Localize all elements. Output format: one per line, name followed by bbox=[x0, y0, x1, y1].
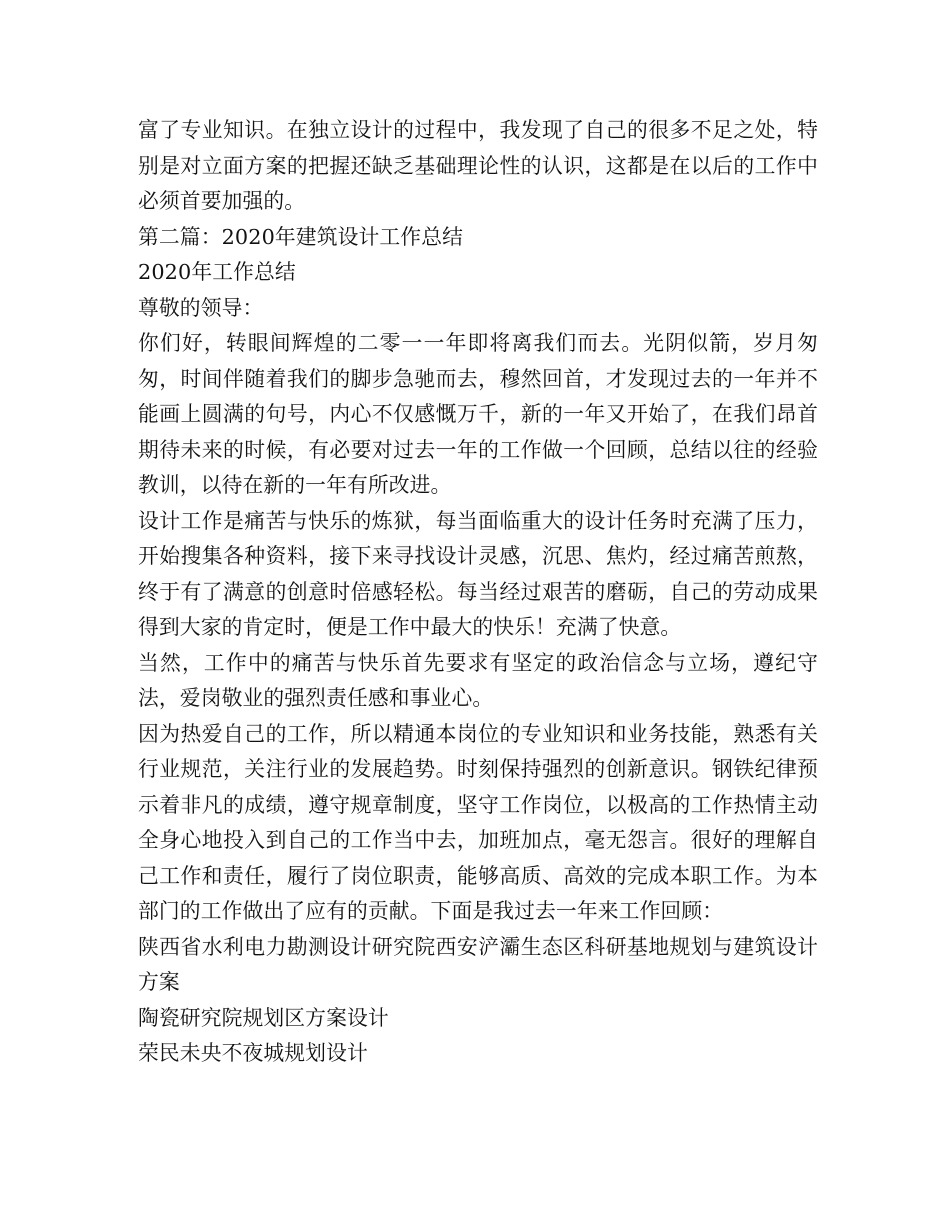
project-item: 荣民未央不夜城规划设计 bbox=[138, 1041, 368, 1065]
paragraph-continuation: 富了专业知识。在独立设计的过程中，我发现了自己的很多不足之处，特别是对立面方案的把握还缺乏基础理论性的认识，这都是在以后的工作中必须首要加强的。 bbox=[138, 118, 818, 213]
summary-title: 2020年工作总结 bbox=[138, 260, 296, 284]
paragraph-principles: 当然，工作中的痛苦与快乐首先要求有坚定的政治信念与立场，遵纪守法，爱岗敬业的强烈责任感和事业心。 bbox=[138, 650, 818, 710]
section-heading: 第二篇：2020年建筑设计工作总结 bbox=[138, 224, 463, 249]
salutation: 尊敬的领导： bbox=[138, 295, 264, 320]
paragraph-dedication: 因为热爱自己的工作，所以精通本岗位的专业知识和业务技能，熟悉有关行业规范，关注行业的发展趋势。时刻保持强烈的创新意识。钢铁纪律预示着非凡的成绩，遵守规章制度，坚守工作岗位，以极高的工作热情主动全身心地投入到自己的工作当中去，加班加点，毫无怨言。很好的理解自己工作和责任，履行了岗位职责，能够高质、高效的完成本职工作。为本部门的工作做出了应有的贡献。下面是我过去一年来工作回顾： bbox=[138, 721, 818, 923]
paragraph-intro: 你们好，转眼间辉煌的二零一一年即将离我们而去。光阴似箭，岁月匆匆，时间伴随着我们的脚步急驰而去，穆然回首，才发现过去的一年并不能画上圆满的句号，内心不仅感慨万千，新的一年又开始了，在我们昂首期待未来的时候，有必要对过去一年的工作做一个回顾，总结以往的经验教训，以待在新的一年有所改进。 bbox=[138, 331, 818, 497]
paragraph-design-work: 设计工作是痛苦与快乐的炼狱，每当面临重大的设计任务时充满了压力，开始搜集各种资料，接下来寻找设计灵感，沉思、焦灼，经过痛苦煎熬，终于有了满意的创意时倍感轻松。每当经过艰苦的磨砺，自己的劳动成果得到大家的肯定时，便是工作中最大的快乐！充满了快意。 bbox=[138, 508, 818, 639]
project-item: 陕西省水利电力勘测设计研究院西安浐灞生态区科研基地规划与建筑设计方案 bbox=[138, 934, 818, 994]
document-body bbox=[138, 113, 818, 1072]
project-item: 陶瓷研究院规划区方案设计 bbox=[138, 1005, 389, 1030]
